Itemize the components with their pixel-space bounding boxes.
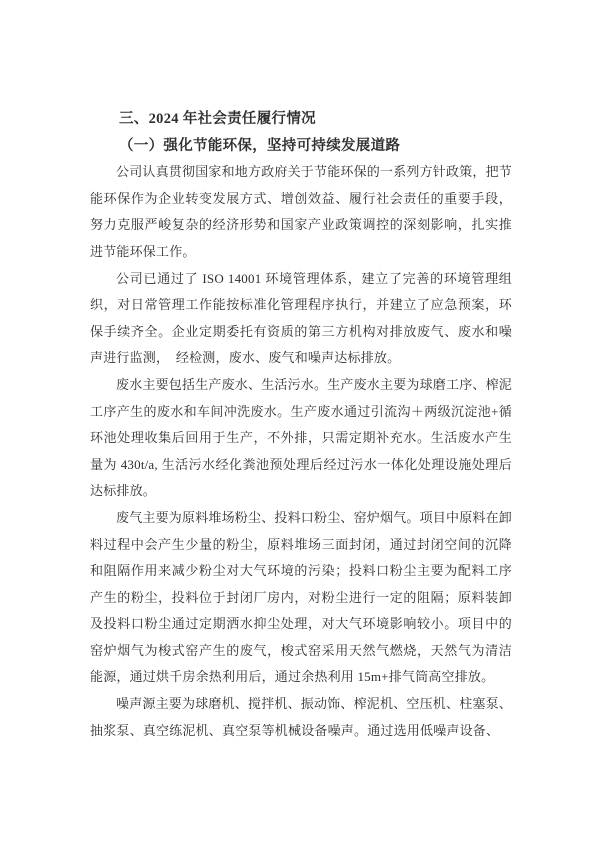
section-heading: 三、2024 年社会责任履行情况	[119, 111, 316, 127]
paragraph-iso-environment-management: 公司已通过了 ISO 14001 环境管理体系，建立了完善的环境管理组织，对日常管理工作能按标准化管理程序执行，并建立了应急预案，环保手续齐全。企业定期委托有资质的第三方机构对排放废气、废水和噪声进行监测， 经检测，废水、废气和噪声达标排放。	[90, 270, 512, 366]
document-content	[90, 106, 512, 744]
paragraph-wastewater: 废水主要包括生产废水、生活污水。生产废水主要为球磨工序、榨泥工序产生的废水和车间冲洗废水。生产废水通过引流沟＋两级沉淀池+循环池处理收集后回用于生产，不外排，只需定期补充水。生活废水产生量为 430t/a, 生活污水经化粪池预处理后经过污水一体化处理设施处理后达标排放。	[90, 376, 513, 499]
paragraph-noise-sources: 噪声源主要为球磨机、搅拌机、振动饰、榨泥机、空压机、柱塞泵、抽浆泵、真空练泥机、真空泵等机械设备噪声。通过选用低噪声设备、	[90, 696, 513, 738]
paragraph-energy-policy: 公司认真贯彻国家和地方政府关于节能环保的一系列方针政策，把节能环保作为企业转变发展方式、增创效益、履行社会责任的重要手段，努力克服严峻复杂的经济形势和国家产业政策调控的深刻影响，扎实推进节能环保工作。	[90, 164, 513, 259]
subsection-heading: （一）强化节能环保，坚持可持续发展道路	[119, 137, 401, 154]
paragraph-waste-gas: 废气主要为原料堆场粉尘、投料口粉尘、窑炉烟气。项目中原料在卸料过程中会产生少量的粉尘，原料堆场三面封闭，通过封闭空间的沉降和阻隔作用来减少粉尘对大气环境的污染；投料口粉尘主要为配料工序产生的粉尘，投料位于封闭厂房内，对粉尘进行一定的阻隔；原料装卸及投料口粉尘通过定期洒水抑尘处理，对大气环境影响较小。项目中的窑炉烟气为梭式窑产生的废气，梭式窑采用天然气燃烧，天然气为清洁能源，通过烘千房余热利用后，通过余热利用 15m+排气筒高空排放。	[90, 509, 513, 685]
